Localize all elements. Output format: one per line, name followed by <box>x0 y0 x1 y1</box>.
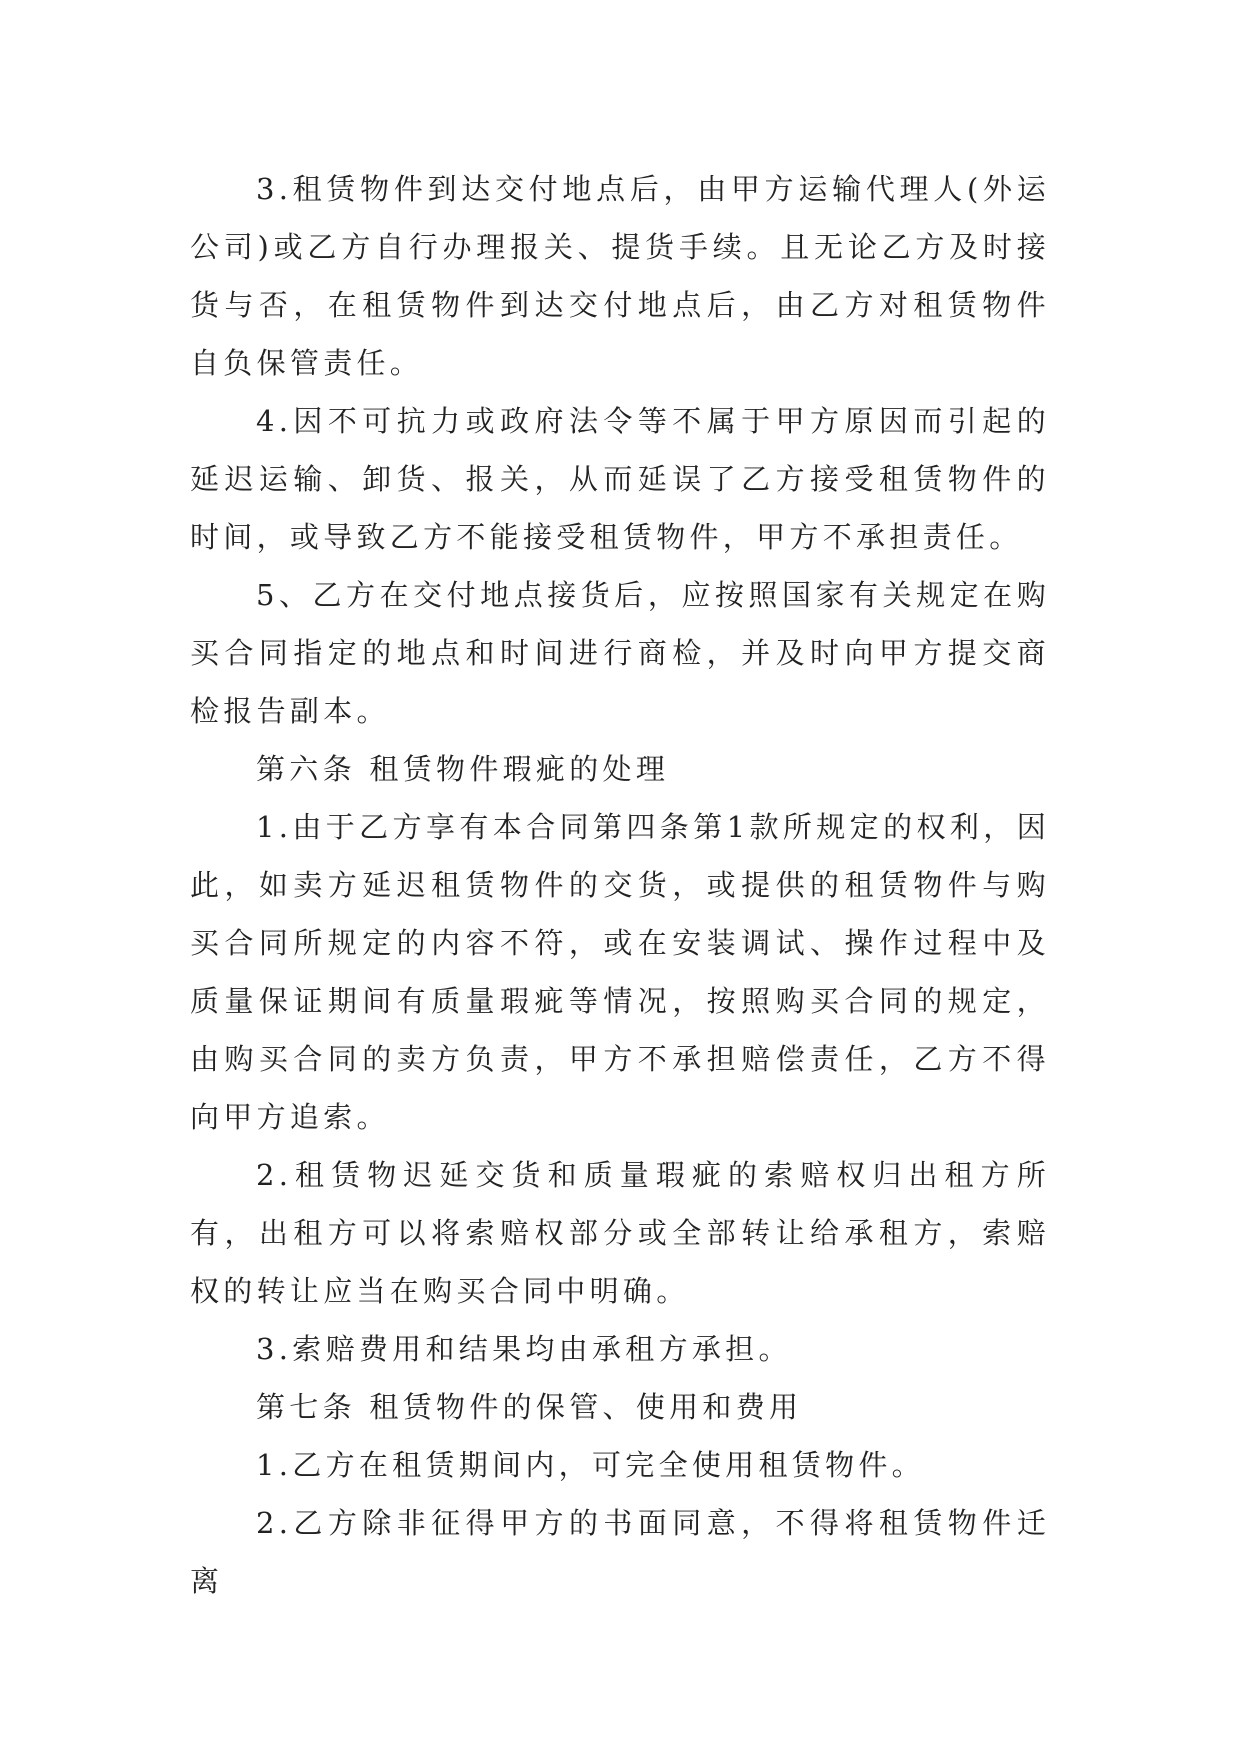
paragraph-clause-5-4: 4.因不可抗力或政府法令等不属于甲方原因而引起的延迟运输、卸货、报关，从而延误了乙方接受租赁物件的时间，或导致乙方不能接受租赁物件，甲方不承担责任。 <box>190 404 1050 554</box>
paragraph-clause-5-3: 3.租赁物件到达交付地点后，由甲方运输代理人(外运公司)或乙方自行办理报关、提货手续。且无论乙方及时接货与否，在租赁物件到达交付地点后，由乙方对租赁物件自负保管责任。 <box>190 172 1050 380</box>
paragraph-clause-6-2: 2.租赁物迟延交货和质量瑕疵的索赔权归出租方所有，出租方可以将索赔权部分或全部转让给承租方，索赔权的转让应当在购买合同中明确。 <box>190 1158 1050 1308</box>
paragraph-clause-5-5: 5、乙方在交付地点接货后，应按照国家有关规定在购买合同指定的地点和时间进行商检，并及时向甲方提交商检报告副本。 <box>190 578 1050 728</box>
paragraph-clause-6-1: 1.由于乙方享有本合同第四条第1款所规定的权利，因此，如卖方延迟租赁物件的交货，或提供的租赁物件与购买合同所规定的内容不符，或在安装调试、操作过程中及质量保证期间有质量瑕疵等情况，按照购买合同的规定，由购买合同的卖方负责，甲方不承担赔偿责任，乙方不得向甲方追索。 <box>190 810 1050 1134</box>
paragraph-clause-7-2: 2.乙方除非征得甲方的书面同意，不得将租赁物件迁离 <box>190 1506 1050 1598</box>
article-7-heading: 第七条 租赁物件的保管、使用和费用 <box>256 1390 803 1424</box>
paragraph-clause-7-1: 1.乙方在租赁期间内，可完全使用租赁物件。 <box>256 1448 925 1482</box>
article-6-heading: 第六条 租赁物件瑕疵的处理 <box>256 752 670 786</box>
paragraph-clause-6-3: 3.索赔费用和结果均由承租方承担。 <box>256 1332 792 1366</box>
document-body <box>190 160 1050 1610</box>
